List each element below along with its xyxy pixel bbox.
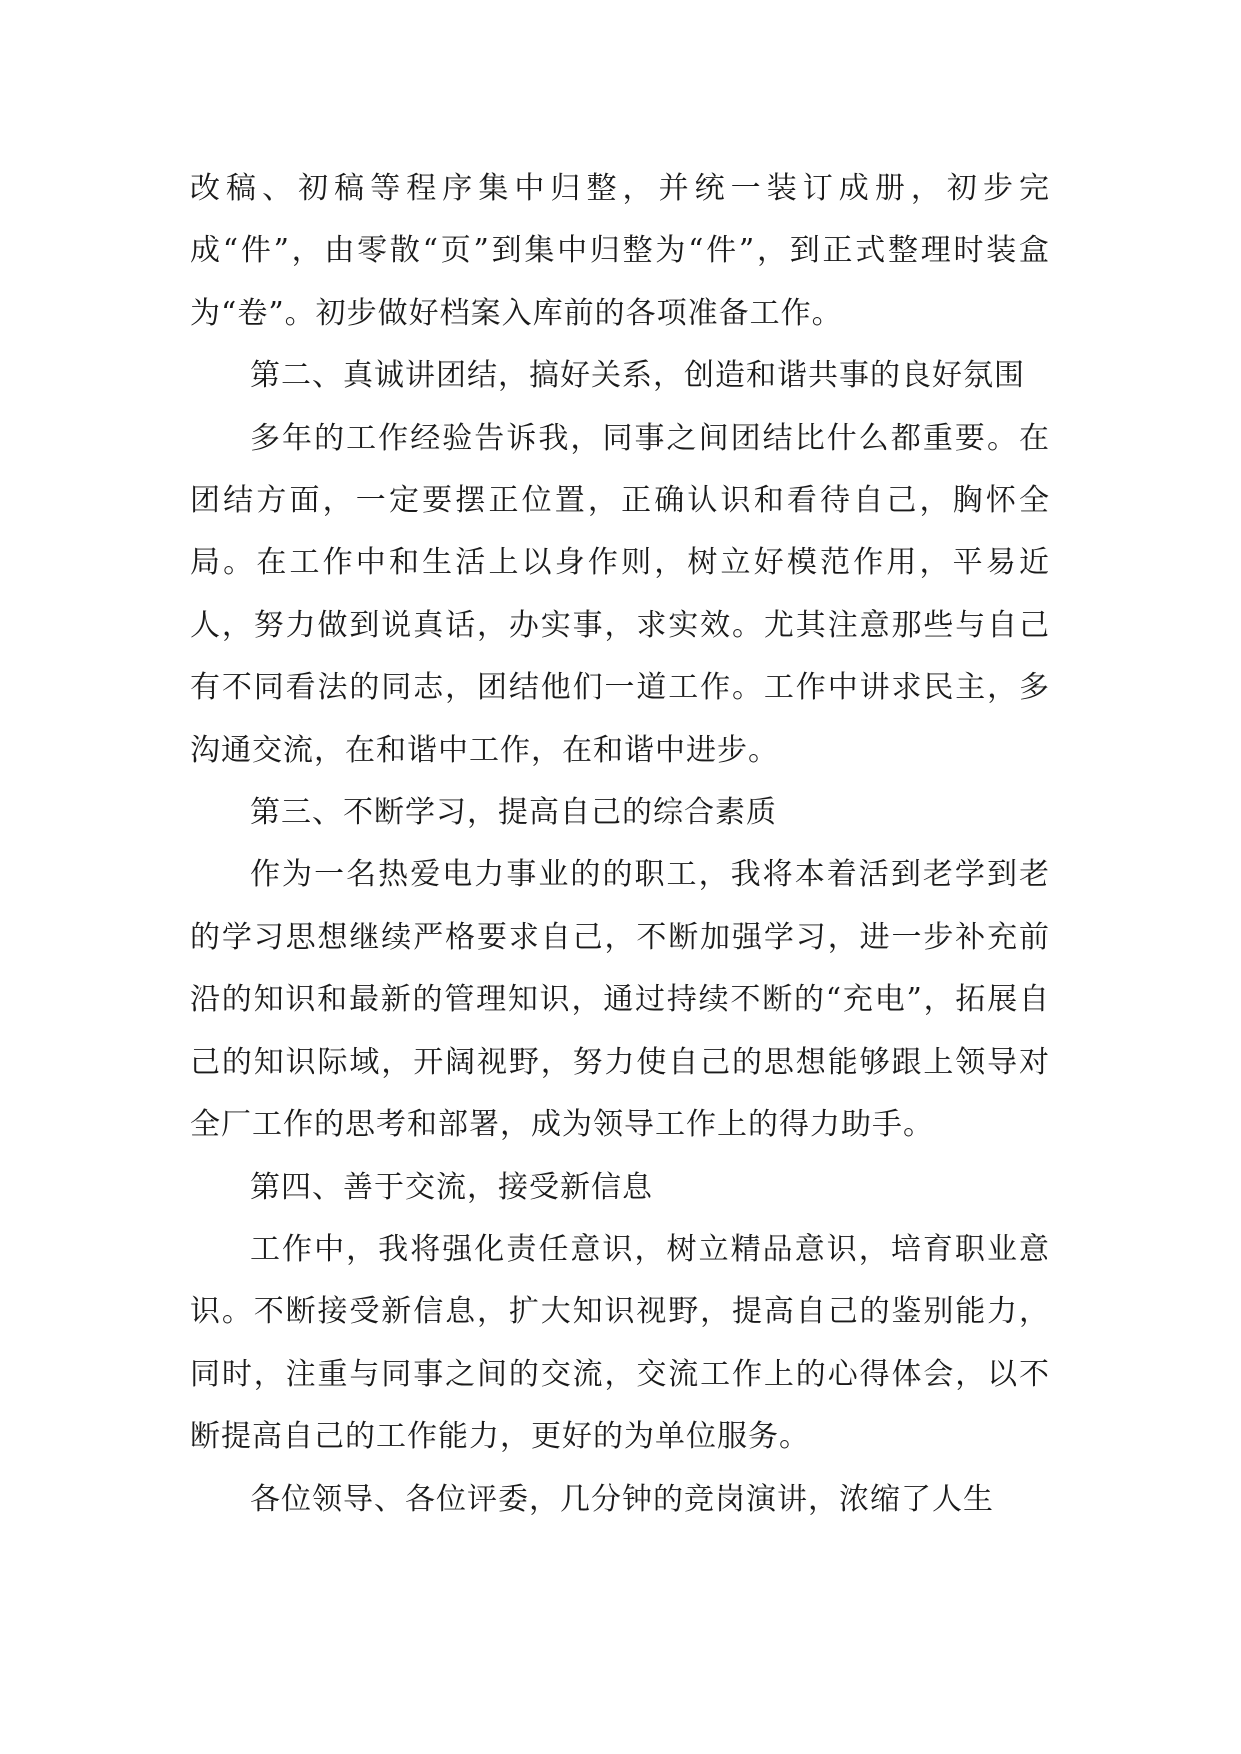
paragraph-intro-continuation: 改稿、初稿等程序集中归整，并统一装订成册，初步完成“件”，由零散“页”到集中归整为“件”，到正式整理时装盒为“卷”。初步做好档案入库前的各项准备工作。 xyxy=(190,171,1050,331)
paragraph-learning: 作为一名热爱电力事业的的职工，我将本着活到老学到老的学习思想继续严格要求自己，不断加强学习，进一步补充前沿的知识和最新的管理知识，通过持续不断的“充电”，拓展自己的知识际域，开阔视野，努力使自己的思想能够跟上领导对全厂工作的思考和部署，成为领导工作上的得力助手。 xyxy=(190,857,1050,1143)
paragraph-communication: 工作中，我将强化责任意识，树立精品意识，培育职业意识。不断接受新信息，扩大知识视野，提高自己的鉴别能力，同时，注重与同事之间的交流，交流工作上的心得体会，以不断提高自己的工作能力，更好的为单位服务。 xyxy=(190,1231,1050,1455)
heading-second-unity: 第二、真诚讲团结，搞好关系，创造和谐共事的良好氛围 xyxy=(250,358,1025,394)
paragraph-closing: 各位领导、各位评委，几分钟的竞岗演讲，浓缩了人生 xyxy=(250,1481,994,1517)
paragraph-unity: 多年的工作经验告诉我，同事之间团结比什么都重要。在团结方面，一定要摆正位置，正确认识和看待自己，胸怀全局。在工作中和生活上以身作则，树立好模范作用，平易近人，努力做到说真话，办实事，求实效。尤其注意那些与自己有不同看法的同志，团结他们一道工作。工作中讲求民主，多沟通交流，在和谐中工作，在和谐中进步。 xyxy=(190,420,1050,768)
heading-third-learning: 第三、不断学习，提高自己的综合素质 xyxy=(250,795,777,831)
document-body xyxy=(190,158,1050,1531)
heading-fourth-communication: 第四、善于交流，接受新信息 xyxy=(250,1169,653,1205)
